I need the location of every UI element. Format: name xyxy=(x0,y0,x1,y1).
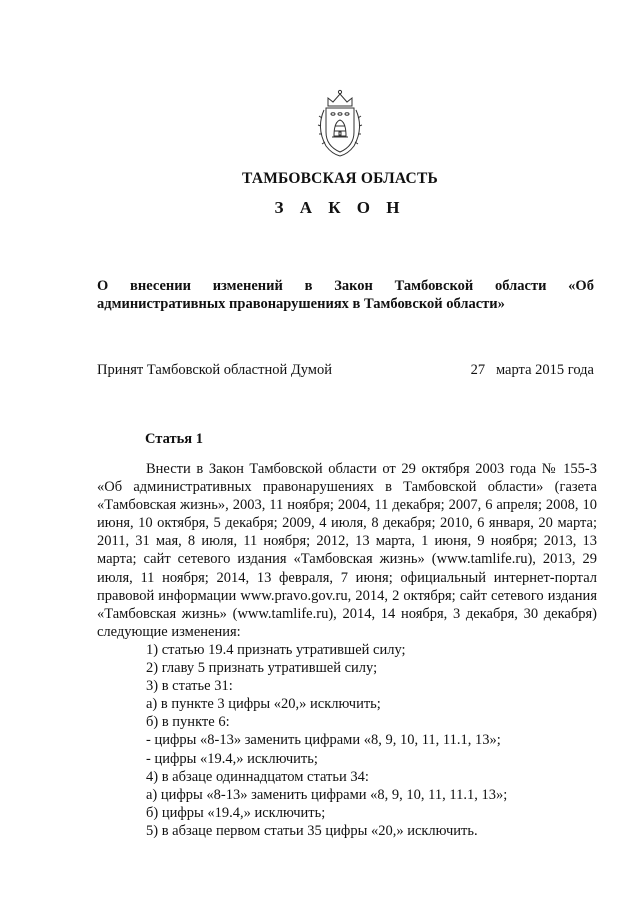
article-intro-paragraph: Внести в Закон Тамбовской области от 29 октября 2003 года № 155-З «Об административных правонарушениях в Тамбовской области» (газета «Тамбовская жизнь», 2003, 11 ноября; 2004, 11 декабря; 2007, 6 апреля; 2008, 10 июня, 10 октября, 5 декабря; 2009, 4 июля, 8 декабря; 2010, 6 января, 20 марта; 2011, 31 мая, 8 июля, 11 ноября; 2012, 13 марта, 1 июня, 9 ноября; 2013, 13 марта; сайт сетевого издания «Тамбовская жизнь» (www.tamlife.ru), 2013, 29 июля, 11 ноября; 2014, 13 февраля, 7 июня; официальный интернет-портал правовой информации www.pravo.gov.ru, 2014, 2 октября; сайт сетевого издания «Тамбовская жизнь» (www.tamlife.ru), 2014, 14 ноября, 3 декабря, 30 декабря) следующие изменения: xyxy=(97,461,597,640)
list-item: б) цифры «19.4,» исключить; xyxy=(146,804,326,821)
document-type: З А К О Н xyxy=(274,198,406,217)
list-item: б) в пункте 6: xyxy=(146,714,230,731)
region-name: ТАМБОВСКАЯ ОБЛАСТЬ xyxy=(242,170,438,187)
article-body xyxy=(97,460,597,840)
list-item: а) в пункте 3 цифры «20,» исключить; xyxy=(146,696,381,713)
list-item: 1) статью 19.4 признать утратившей силу; xyxy=(146,641,406,658)
list-item: - цифры «8-13» заменить цифрами «8, 9, 10, 11, 11.1, 13»; xyxy=(146,732,501,749)
adopted-by: Принят Тамбовской областной Думой xyxy=(97,362,332,378)
law-title xyxy=(97,277,594,313)
list-item: 2) главу 5 признать утратившей силу; xyxy=(146,660,378,677)
amendment-list xyxy=(97,641,597,840)
adoption-line xyxy=(97,362,594,379)
adoption-date: 27 марта 2015 года xyxy=(470,362,594,378)
title-word: Закон xyxy=(334,278,373,294)
title-word: области xyxy=(494,278,547,294)
list-item: 5) в абзаце первом статьи 35 цифры «20,» исключить. xyxy=(146,822,478,839)
title-word: Тамбовской xyxy=(394,278,474,294)
title-word: внесении xyxy=(130,278,191,294)
tambov-coat-of-arms-emblem xyxy=(310,86,370,158)
title-word: в xyxy=(304,278,313,294)
list-item: 4) в абзаце одиннадцатом статьи 34: xyxy=(146,768,369,785)
title-word: «Об xyxy=(568,278,594,294)
article-heading: Статья 1 xyxy=(145,431,203,447)
law-title-line-2: административных правонарушениях в Тамбовской области» xyxy=(97,296,505,312)
list-item: а) цифры «8-13» заменить цифрами «8, 9, 10, 11, 11.1, 13»; xyxy=(146,786,508,803)
title-word: изменений xyxy=(212,278,283,294)
list-item: - цифры «19.4,» исключить; xyxy=(146,750,318,767)
title-word: О xyxy=(97,278,109,294)
list-item: 3) в статье 31: xyxy=(146,678,233,695)
law-title-line-1 xyxy=(97,277,594,295)
